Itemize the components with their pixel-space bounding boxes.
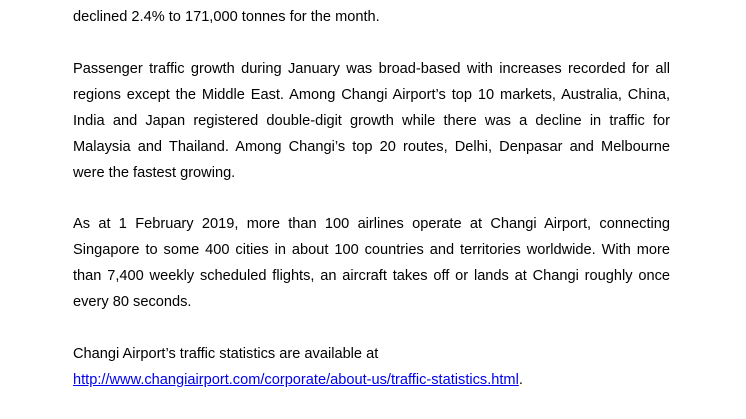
text-line: Changi Airport’s traffic statistics are available at: [73, 346, 379, 362]
paragraph-passenger-growth: [73, 56, 670, 186]
paragraph-airlines: [73, 211, 670, 315]
text-line: were the fastest growing.: [73, 165, 236, 181]
text-line: every 80 seconds.: [73, 294, 192, 310]
text-line: As at 1 February 2019, more than 100 airlines operate at Changi Airport, connecting: [73, 216, 670, 232]
text-line: regions except the Middle East. Among Changi Airport’s top 10 markets, Australia, China,: [73, 87, 670, 103]
paragraph-statistics-link: [73, 341, 670, 393]
text-line: declined 2.4% to 171,000 tonnes for the month.: [73, 9, 380, 25]
link-line: [73, 367, 670, 393]
traffic-statistics-link[interactable]: http://www.changiairport.com/corporate/about-us/traffic-statistics.html: [73, 372, 519, 388]
link-suffix: .: [518, 372, 523, 388]
paragraph-cargo: [73, 4, 670, 30]
text-line: Singapore to some 400 cities in about 100 countries and territories worldwide. With more: [73, 242, 670, 258]
text-line: India and Japan registered double-digit growth while there was a decline in traffic for: [73, 113, 670, 129]
text-line: than 7,400 weekly scheduled flights, an aircraft takes off or lands at Changi roughly once: [73, 268, 670, 284]
text-line: Passenger traffic growth during January was broad-based with increases recorded for all: [73, 61, 670, 77]
text-line: Malaysia and Thailand. Among Changi’s top 20 routes, Delhi, Denpasar and Melbourne: [73, 139, 670, 155]
